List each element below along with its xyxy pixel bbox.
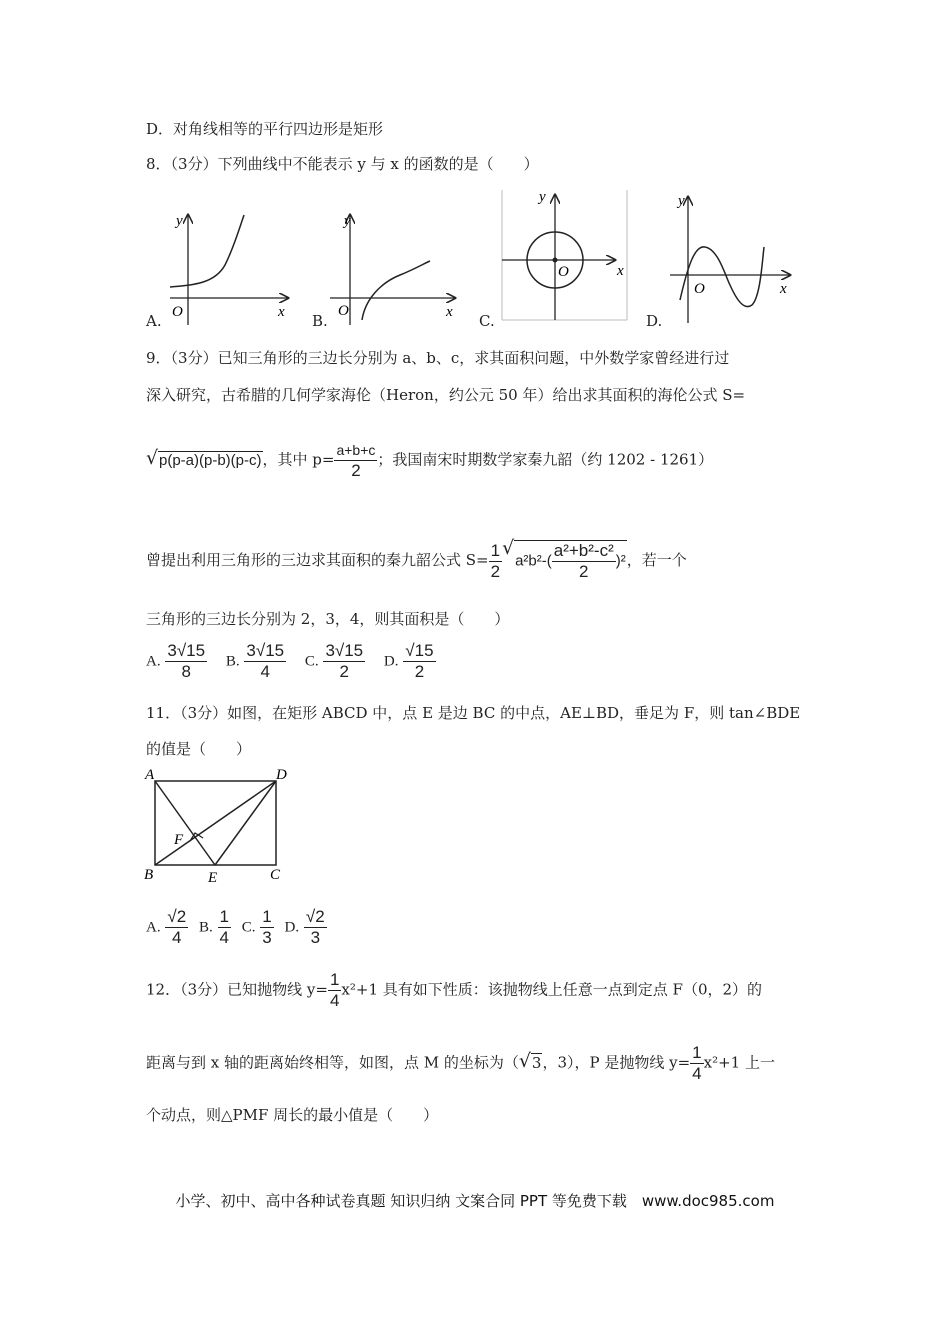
q11-line1: 11．（3分）如图，在矩形 ABCD 中，点 E 是边 BC 的中点，AE⊥BD，垂足为 F，则 tan∠BDE	[146, 704, 801, 722]
q9-mid2: ；我国南宋时期数学家秦九韶（约 1202 - 1261）	[377, 450, 714, 469]
q11-option-b: B. $\frac{1}{4}$	[198, 907, 229, 947]
q8a-y-label: y	[176, 213, 183, 229]
q8a-origin: O	[172, 304, 183, 320]
point-b-label: B	[144, 867, 154, 883]
q8-graph-d	[670, 193, 790, 323]
q8-option-d: D.	[646, 312, 663, 330]
q9-option-c: C. $\frac{3√15}{2}$	[304, 641, 364, 681]
q11-option-d: D. $\frac{√2}{3}$	[284, 907, 325, 947]
q12-line1: 12．（3分）已知抛物线 y= $\frac{1}{4}$ x²+1 具有如下性质：该抛物线上任意一点到定点 F（0，2）的	[146, 970, 763, 1010]
q9-option-a: A. $\frac{3√15}{8}$	[146, 641, 206, 681]
q8d-y-label: y	[678, 193, 685, 209]
q9-line5: 三角形的三边长分别为 2，3，4，则其面积是（ ）	[146, 610, 510, 628]
q9-line4a: 曾提出利用三角形的三边求其面积的秦九韶公式 S=	[146, 551, 489, 569]
q8c-origin: O	[558, 264, 569, 280]
page-footer: 小学、初中、高中各种试卷真题 知识归纳 文案合同 PPT 等免费下载 www.doc985.com	[175, 1192, 775, 1210]
point-f-label: F	[174, 832, 184, 848]
qin-sqrt: √ a²b²-( $\frac{\text{a²+b²-c²}}{2}$ )²	[502, 540, 627, 582]
q8-graph-a	[170, 213, 288, 325]
q7-option-d: D．对角线相等的平行四边形是矩形	[146, 120, 384, 138]
q8b-y-label: y	[344, 213, 351, 229]
q8b-origin: O	[338, 303, 349, 319]
q8-option-a: A.	[146, 312, 162, 330]
q8-option-c: C.	[479, 312, 495, 330]
q8d-x-label: x	[780, 281, 787, 297]
q9-option-b: B. $\frac{3√15}{4}$	[225, 641, 285, 681]
q8b-x-label: x	[446, 304, 453, 320]
point-d-label: D	[276, 767, 287, 783]
heron-sqrt: √ p(p-a)(p-b)(p-c)	[146, 450, 263, 471]
q8c-x-label: x	[617, 263, 624, 279]
q8-graph-c	[502, 189, 627, 320]
q11-line2: 的值是（ ）	[146, 740, 252, 758]
q9-line1: 9．（3分）已知三角形的三边长分别为 a、b、c，求其面积问题，中外数学家曾经进行过	[146, 349, 730, 367]
q11-option-c: C. $\frac{1}{3}$	[241, 907, 272, 947]
p-fraction: $\frac{a+b+c}{2}$	[336, 442, 376, 480]
q12-line3: 个动点，则△PMF 周长的最小值是（ ）	[146, 1106, 439, 1124]
q8c-y-label: y	[539, 189, 546, 205]
point-a-label: A	[145, 767, 155, 783]
q9-options	[146, 641, 436, 682]
q8-stem: 8．（3分）下列曲线中不能表示 y 与 x 的函数的是（ ）	[146, 155, 539, 173]
q11-options	[146, 907, 327, 948]
q9-line4	[146, 540, 687, 582]
q12-line2: 距离与到 x 轴的距离始终相等，如图，点 M 的坐标为（√ 3，3），P 是抛物线 y= $\frac{1}{4}$ x²+1 上一	[146, 1043, 775, 1084]
q8d-origin: O	[694, 281, 705, 297]
q11-option-a: A. $\frac{√2}{4}$	[146, 907, 187, 947]
q11-rectangle-figure	[140, 764, 300, 889]
q8-option-b: B.	[312, 312, 328, 330]
q8-graph-b	[330, 213, 455, 325]
q9-line3	[146, 440, 713, 481]
point-c-label: C	[270, 867, 281, 883]
qin-half: $\frac{1}{2}$	[490, 540, 501, 581]
q8a-x-label: x	[278, 304, 285, 320]
q9-mid1: ，其中 p=	[262, 450, 335, 469]
q9-line2: 深入研究，古希腊的几何学家海伦（Heron，约公元 50 年）给出求其面积的海伦公式 S=	[146, 386, 746, 404]
qin-inner-fraction: $\frac{\text{a²+b²-c²}}{2}$	[553, 541, 614, 581]
q8-graphs	[140, 185, 800, 330]
q9-line4b: ，若一个	[626, 551, 687, 569]
q9-option-d: D. $\frac{√15}{2}$	[383, 641, 434, 681]
point-e-label: E	[208, 870, 218, 886]
